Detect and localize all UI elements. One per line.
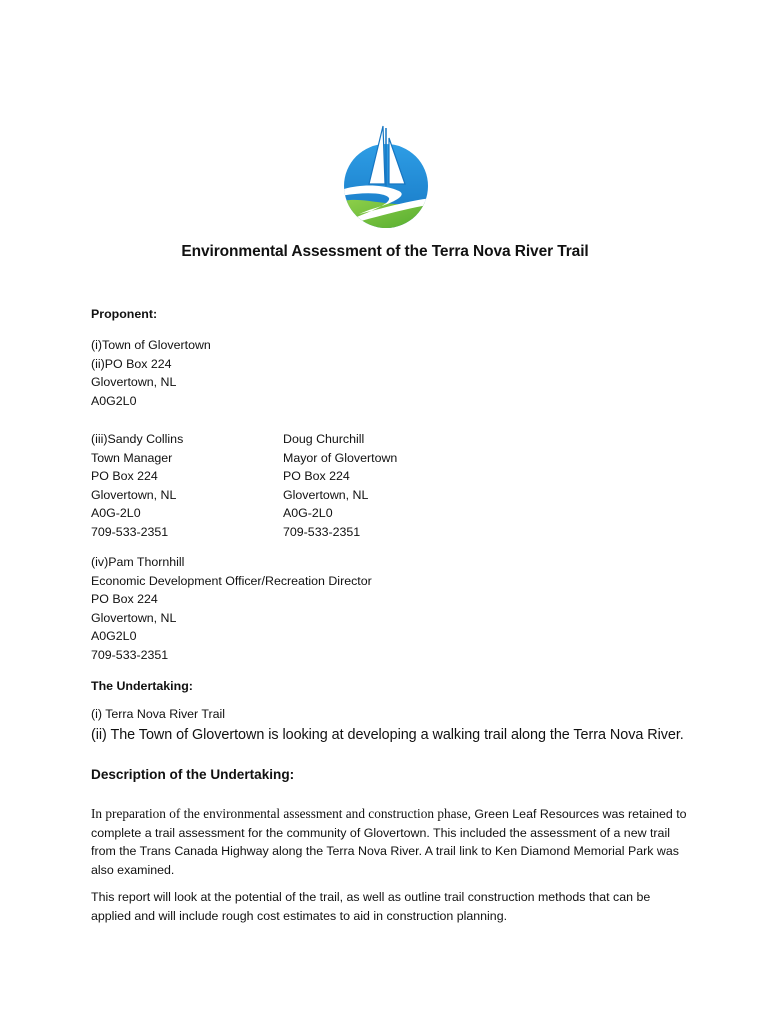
description-heading: Description of the Undertaking: — [91, 767, 295, 782]
contact-line: 709-533-2351 — [91, 647, 169, 662]
town-logo-icon — [339, 124, 433, 230]
contact-line: PO Box 224 — [91, 592, 158, 607]
contact-line: Doug Churchill — [283, 432, 365, 446]
contact-line: A0G2L0 — [91, 629, 137, 644]
contact-line: Town Manager — [91, 450, 173, 465]
undertaking-items — [91, 705, 684, 744]
description-paragraph-2 — [91, 888, 691, 925]
contact-pam-thornhill — [91, 553, 372, 665]
contact-line: Glovertown, NL — [91, 487, 177, 502]
document-title: Environmental Assessment of the Terra Nova River Trail — [181, 243, 589, 260]
proponent-section — [91, 305, 157, 324]
contact-line: PO Box 224 — [91, 469, 158, 484]
contact-line: 709-533-2351 — [91, 524, 169, 539]
proponent-line: Glovertown, NL — [91, 375, 177, 390]
contact-line: Mayor of Glovertown — [283, 450, 398, 465]
contact-line: A0G-2L0 — [283, 506, 333, 521]
contact-line: (iii)Sandy Collins — [91, 432, 184, 446]
contact-line: Glovertown, NL — [91, 610, 177, 625]
undertaking-section — [91, 677, 193, 696]
proponent-address — [91, 336, 211, 410]
undertaking-item: (ii) The Town of Glovertown is looking at developing a walking trail along the Terra Nova River. — [91, 726, 684, 743]
contact-line: A0G-2L0 — [91, 506, 141, 521]
description-text: This report will look at the potential of the trail, as well as outline trail construction methods that can be applied and will include rough cost estimates to aid in construction planning. — [91, 890, 651, 923]
undertaking-heading: The Undertaking: — [91, 679, 193, 693]
proponent-line: A0G2L0 — [91, 393, 137, 408]
description-text: Green Leaf Resources was retained to complete a trail assessment for the community of Glovertown. This included the assessment of a new trail from the Trans Canada Highway along the Terra Nova River. A trail link to Ken Diamond Memorial Park was also examined. — [91, 807, 687, 877]
proponent-line: (ii)PO Box 224 — [91, 356, 172, 371]
proponent-heading: Proponent: — [91, 307, 158, 321]
contact-sandy-collins — [91, 430, 183, 542]
description-paragraph-1 — [91, 805, 691, 879]
contact-line: Glovertown, NL — [283, 487, 369, 502]
undertaking-item: (i) Terra Nova River Trail — [91, 707, 226, 721]
contact-line: Economic Development Officer/Recreation Director — [91, 573, 372, 588]
contact-line: 709-533-2351 — [283, 524, 361, 539]
description-serif-lead: In preparation of the environmental assessment and construction phase, — [91, 806, 471, 821]
proponent-line: (i)Town of Glovertown — [91, 338, 211, 352]
contact-line: (iv)Pam Thornhill — [91, 555, 185, 569]
contact-line: PO Box 224 — [283, 469, 350, 484]
contact-doug-churchill — [283, 430, 397, 542]
